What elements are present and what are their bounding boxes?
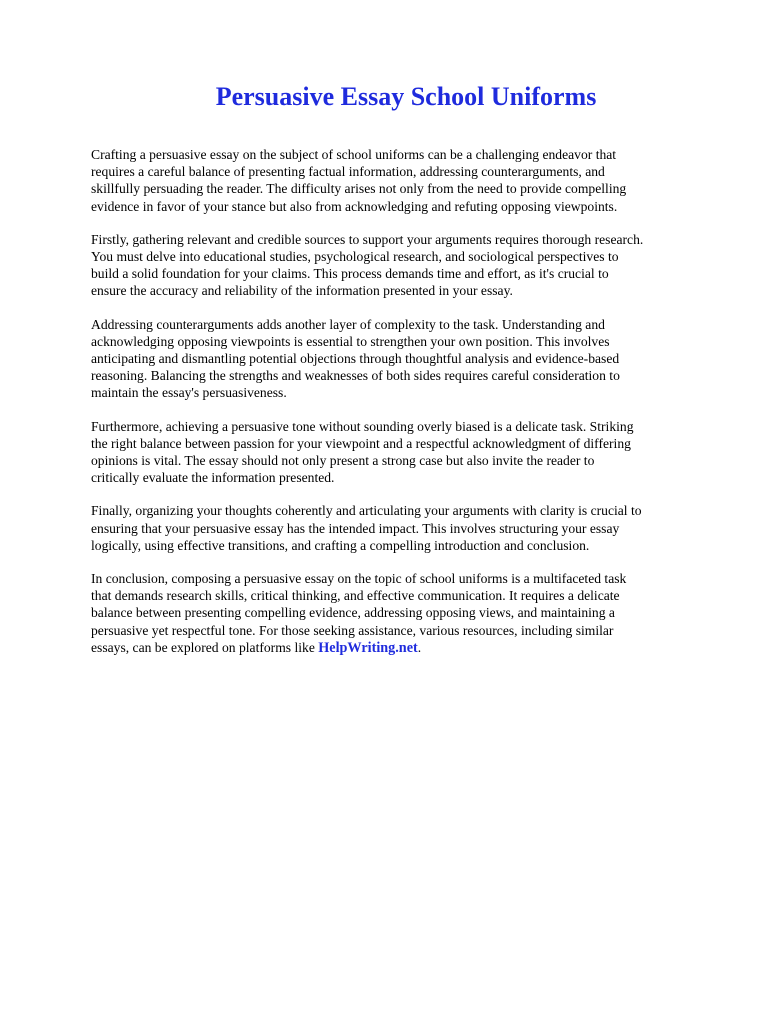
paragraph-line: ensure the accuracy and reliability of the information presented in your essay. bbox=[91, 283, 513, 299]
paragraph-line: Firstly, gathering relevant and credible sources to support your arguments requires thorough research. bbox=[91, 231, 644, 247]
paragraph-line: persuasive yet respectful tone. For those seeking assistance, various resources, including similar bbox=[91, 622, 614, 638]
paragraph-line: ensuring that your persuasive essay has the intended impact. This involves structuring your essay bbox=[91, 520, 620, 536]
paragraph-line: Addressing counterarguments adds another layer of complexity to the task. Understanding and bbox=[91, 316, 605, 332]
paragraph-line-end: . bbox=[417, 639, 422, 655]
paragraph-research bbox=[91, 231, 731, 300]
paragraph-counterarguments bbox=[91, 316, 731, 402]
paragraph-line: opinions is vital. The essay should not only present a strong case but also invite the reader to bbox=[91, 453, 595, 469]
paragraph-line: Finally, organizing your thoughts coherently and articulating your arguments with clarity is crucial to bbox=[91, 503, 642, 519]
document-body bbox=[91, 146, 731, 673]
paragraph-line: critically evaluate the information presented. bbox=[91, 470, 335, 486]
paragraph-line: reasoning. Balancing the strengths and weaknesses of both sides requires careful consideration to bbox=[91, 368, 620, 384]
helpwriting-link[interactable]: HelpWriting.net bbox=[318, 639, 418, 656]
paragraph-organization bbox=[91, 502, 731, 554]
paragraph-line: evidence in favor of your stance but also from acknowledging and refuting opposing viewpoints. bbox=[91, 198, 618, 214]
paragraph-line: skillfully persuading the reader. The difficulty arises not only from the need to provide compelling bbox=[91, 181, 627, 197]
paragraph-conclusion bbox=[91, 570, 731, 657]
paragraph-line: Crafting a persuasive essay on the subject of school uniforms can be a challenging endeavor that bbox=[91, 147, 617, 162]
paragraph-line: You must delve into educational studies, psychological research, and sociological perspectives to bbox=[91, 249, 619, 265]
document-title: Persuasive Essay School Uniforms bbox=[215, 82, 597, 111]
paragraph-line: In conclusion, composing a persuasive essay on the topic of school uniforms is a multifaceted task bbox=[91, 571, 627, 587]
paragraph-tone bbox=[91, 418, 731, 487]
paragraph-line: balance between presenting compelling evidence, addressing opposing views, and maintaining a bbox=[91, 605, 615, 621]
paragraph-line: that demands research skills, critical thinking, and effective communication. It requires a delicate bbox=[91, 588, 620, 604]
paragraph-line: acknowledging opposing viewpoints is essential to strengthen your own position. This involves bbox=[91, 333, 610, 349]
paragraph-line: the right balance between passion for your viewpoint and a respectful acknowledgment of differing bbox=[91, 435, 631, 451]
paragraph-line: anticipating and dismantling potential objections through thoughtful analysis and evidence-based bbox=[91, 351, 620, 367]
paragraph-intro bbox=[91, 146, 731, 215]
paragraph-line: Furthermore, achieving a persuasive tone without sounding overly biased is a delicate task. Striking bbox=[91, 418, 634, 434]
paragraph-line: logically, using effective transitions, and crafting a compelling introduction and conclusion. bbox=[91, 537, 590, 553]
paragraph-line: essays, can be explored on platforms like bbox=[91, 639, 319, 655]
paragraph-line: maintain the essay's persuasiveness. bbox=[91, 385, 287, 401]
paragraph-line: requires a careful balance of presenting factual information, addressing counterarguments, and bbox=[91, 164, 605, 180]
paragraph-line: build a solid foundation for your claims. This process demands time and effort, as it's crucial to bbox=[91, 266, 609, 282]
